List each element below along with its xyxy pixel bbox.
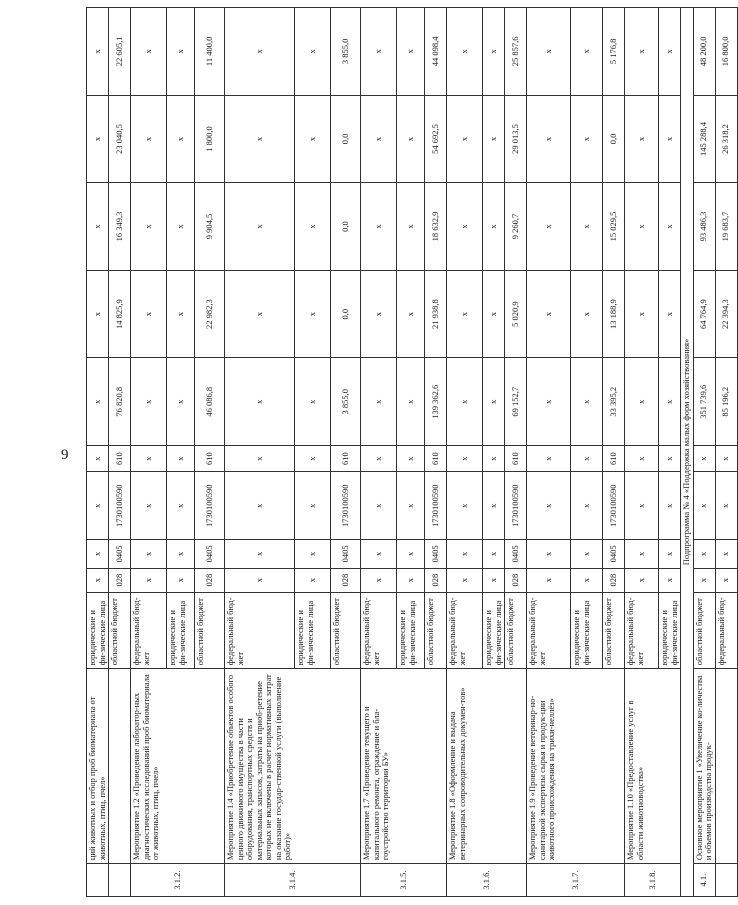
page-number: 9 xyxy=(61,447,69,463)
funding-source-cell: федеральный бюд- xyxy=(715,592,737,669)
table-row xyxy=(447,8,483,897)
value-cell: x xyxy=(527,95,571,183)
rotated-page-content xyxy=(82,0,731,905)
value-cell: x xyxy=(361,472,397,540)
value-cell: x xyxy=(571,445,603,471)
value-cell: 69 152,7 xyxy=(505,358,527,446)
funding-source-cell: юридические и фи-зические лица xyxy=(397,592,425,669)
value-cell: 13 188,9 xyxy=(603,270,625,358)
row-number-cell: 4.1. xyxy=(693,864,715,897)
value-cell: 22 605,1 xyxy=(109,8,131,96)
value-cell: 610 xyxy=(425,445,447,471)
value-cell: x xyxy=(659,358,681,446)
value-cell: x xyxy=(131,95,167,183)
value-cell: 9 904,5 xyxy=(195,183,225,271)
value-cell: x xyxy=(167,568,195,592)
value-cell: x xyxy=(447,568,483,592)
value-cell: x xyxy=(659,568,681,592)
value-cell: 25 857,6 xyxy=(505,8,527,96)
value-cell: x xyxy=(87,270,109,358)
value-cell: 145 288,4 xyxy=(693,95,715,183)
row-number-cell xyxy=(715,864,737,897)
value-cell: x xyxy=(397,183,425,271)
value-cell: 11 400,0 xyxy=(195,8,225,96)
value-cell: x xyxy=(225,270,295,358)
subprogram-row xyxy=(681,8,694,897)
value-cell: x xyxy=(483,540,505,568)
value-cell: x xyxy=(397,358,425,446)
value-cell: x xyxy=(447,8,483,96)
table-row xyxy=(131,8,167,897)
value-cell: 028 xyxy=(331,568,361,592)
funding-source-cell: областной бюджет xyxy=(331,592,361,669)
value-cell: x xyxy=(659,183,681,271)
value-cell: x xyxy=(397,270,425,358)
funding-source-cell: областной бюджет xyxy=(109,592,131,669)
value-cell: 610 xyxy=(505,445,527,471)
funding-source-cell: юридические и фи-зические лица xyxy=(483,592,505,669)
funding-source-cell: юридические и фи-зические лица xyxy=(295,592,331,669)
value-cell: 21 938,8 xyxy=(425,270,447,358)
value-cell: x xyxy=(167,445,195,471)
value-cell: x xyxy=(361,540,397,568)
value-cell: x xyxy=(131,445,167,471)
table-row xyxy=(225,8,295,897)
value-cell: 1730100590 xyxy=(109,472,131,540)
value-cell: 5 020,9 xyxy=(505,270,527,358)
value-cell: x xyxy=(225,568,295,592)
value-cell: 1730100590 xyxy=(425,472,447,540)
measure-name-cell: Мероприятие 1.9 «Проведение ветеринар-но-санитарной экспертизы сырья и продук-ции животного происхождения на трихи-неллёз» xyxy=(527,669,625,864)
value-cell: 48 200,0 xyxy=(693,8,715,96)
value-cell: x xyxy=(225,540,295,568)
row-number-cell: 3.1.6. xyxy=(447,864,527,897)
value-cell: x xyxy=(571,568,603,592)
funding-source-cell: областной бюджет xyxy=(195,592,225,669)
funding-source-cell: областной бюджет xyxy=(693,592,715,669)
value-cell: 16 800,0 xyxy=(715,8,737,96)
value-cell: x xyxy=(361,358,397,446)
value-cell: 22 394,3 xyxy=(715,270,737,358)
value-cell: x xyxy=(167,95,195,183)
measure-name-cell: ций животных и отбор проб биоматериала от животных, птиц, пчел» xyxy=(87,669,109,864)
value-cell: x xyxy=(295,270,331,358)
value-cell: 0,0 xyxy=(331,183,361,271)
value-cell: x xyxy=(167,270,195,358)
value-cell: 22 982,3 xyxy=(195,270,225,358)
funding-source-cell: федеральный бюд-жет xyxy=(361,592,397,669)
value-cell: x xyxy=(131,8,167,96)
value-cell: x xyxy=(527,183,571,271)
value-cell: x xyxy=(295,183,331,271)
measure-name-cell: Мероприятие 1.10 «Предоставление услуг в области животноводства» xyxy=(625,669,681,864)
row-number-cell xyxy=(87,864,109,897)
value-cell: x xyxy=(397,445,425,471)
value-cell: 14 825,9 xyxy=(109,270,131,358)
table-row xyxy=(625,8,659,897)
table-row xyxy=(361,8,397,897)
value-cell: x xyxy=(131,183,167,271)
measure-name-cell: Мероприятие 1.2 «Проведение лаборатор-ных диагностических исследований проб биоматериала от животных, птиц, пчел» xyxy=(131,669,225,864)
value-cell: x xyxy=(483,8,505,96)
value-cell: x xyxy=(87,568,109,592)
table-row xyxy=(715,8,737,897)
value-cell: 0405 xyxy=(195,540,225,568)
value-cell: x xyxy=(483,270,505,358)
value-cell: x xyxy=(167,540,195,568)
value-cell: x xyxy=(167,8,195,96)
value-cell: x xyxy=(625,445,659,471)
value-cell: 3 855,0 xyxy=(331,8,361,96)
value-cell: x xyxy=(295,540,331,568)
value-cell: 028 xyxy=(109,568,131,592)
value-cell: x xyxy=(397,568,425,592)
value-cell: 610 xyxy=(195,445,225,471)
funding-source-cell: юридические и фи-зические лица xyxy=(571,592,603,669)
value-cell: 26 318,2 xyxy=(715,95,737,183)
table-row xyxy=(109,8,131,897)
value-cell: 46 086,8 xyxy=(195,358,225,446)
value-cell: x xyxy=(447,540,483,568)
value-cell: x xyxy=(87,358,109,446)
row-number-cell: 3.1.5. xyxy=(361,864,447,897)
funding-source-cell: юридические и фи-зические лица xyxy=(167,592,195,669)
value-cell: x xyxy=(625,270,659,358)
funding-source-cell: областной бюджет xyxy=(603,592,625,669)
value-cell: x xyxy=(397,8,425,96)
value-cell: 18 632,9 xyxy=(425,183,447,271)
value-cell: 0,0 xyxy=(331,95,361,183)
value-cell: x xyxy=(225,472,295,540)
funding-source-cell: федеральный бюд-жет xyxy=(625,592,659,669)
value-cell: x xyxy=(447,472,483,540)
value-cell: x xyxy=(87,540,109,568)
value-cell: 9 260,7 xyxy=(505,183,527,271)
value-cell: 0405 xyxy=(331,540,361,568)
value-cell: x xyxy=(87,95,109,183)
value-cell: x xyxy=(625,358,659,446)
value-cell: x xyxy=(527,8,571,96)
value-cell: 351 739,6 xyxy=(693,358,715,446)
value-cell: 19 683,7 xyxy=(715,183,737,271)
measure-name-cell: Мероприятие 1.4 «Приобретение объектов особого ценного движимого имущества в части оборудования, транспортных средств и материальных запасов, затраты на приоб-ретение которых не включены в расчет нормативных затрат на оказание государ-ственной услуги (выполнение работ)» xyxy=(225,669,361,864)
table-row xyxy=(693,8,715,897)
value-cell: x xyxy=(483,95,505,183)
row-number-cell: 3.1.8. xyxy=(625,864,681,897)
value-cell: x xyxy=(361,95,397,183)
measure-name-cell: Мероприятие 1.7 «Проведение текущего и капитального ремонта, ограждение и бла-гоустройство территории БУ» xyxy=(361,669,447,864)
value-cell: x xyxy=(447,445,483,471)
budget-table xyxy=(86,7,738,897)
value-cell: x xyxy=(527,568,571,592)
table-row xyxy=(87,8,109,897)
value-cell: 85 196,2 xyxy=(715,358,737,446)
value-cell: x xyxy=(131,540,167,568)
subprogram-title: Подпрограмма № 4 «Поддержка малых форм хозяйствования» xyxy=(681,8,694,897)
value-cell: x xyxy=(295,358,331,446)
value-cell: x xyxy=(571,472,603,540)
value-cell: x xyxy=(625,472,659,540)
value-cell: x xyxy=(571,95,603,183)
value-cell: x xyxy=(397,472,425,540)
value-cell: 64 764,9 xyxy=(693,270,715,358)
value-cell: x xyxy=(571,358,603,446)
row-number-cell: 3.1.2. xyxy=(131,864,225,897)
value-cell: x xyxy=(131,270,167,358)
value-cell: x xyxy=(527,472,571,540)
value-cell: x xyxy=(361,568,397,592)
value-cell: 0,0 xyxy=(331,270,361,358)
value-cell: x xyxy=(225,8,295,96)
value-cell: 0405 xyxy=(603,540,625,568)
value-cell: x xyxy=(659,8,681,96)
value-cell: x xyxy=(625,540,659,568)
value-cell: 139 362,6 xyxy=(425,358,447,446)
value-cell: 1730100590 xyxy=(331,472,361,540)
row-number-cell: 3.1.4. xyxy=(225,864,361,897)
funding-source-cell: юридические и фи-зические лица xyxy=(659,592,681,669)
funding-source-cell: федеральный бюд-жет xyxy=(447,592,483,669)
value-cell: x xyxy=(295,8,331,96)
value-cell: x xyxy=(659,540,681,568)
value-cell: 93 486,3 xyxy=(693,183,715,271)
value-cell: x xyxy=(87,8,109,96)
value-cell: x xyxy=(225,183,295,271)
value-cell: x xyxy=(693,445,715,471)
value-cell: x xyxy=(659,95,681,183)
value-cell: 028 xyxy=(425,568,447,592)
value-cell: x xyxy=(397,95,425,183)
value-cell: x xyxy=(447,95,483,183)
row-number-cell xyxy=(109,864,131,897)
value-cell: x xyxy=(167,358,195,446)
value-cell: x xyxy=(527,540,571,568)
value-cell: x xyxy=(361,445,397,471)
funding-source-cell: федеральный бюд-жет xyxy=(527,592,571,669)
value-cell: x xyxy=(527,270,571,358)
value-cell: 1730100590 xyxy=(603,472,625,540)
value-cell: x xyxy=(131,568,167,592)
value-cell: x xyxy=(361,8,397,96)
value-cell: x xyxy=(625,183,659,271)
measure-name-cell: Мероприятие 1.8 «Оформление и выдача ветеринарных сопроводительных докумен-тов» xyxy=(447,669,527,864)
value-cell: 610 xyxy=(603,445,625,471)
value-cell: x xyxy=(483,358,505,446)
measure-name-cell xyxy=(715,669,737,864)
value-cell: x xyxy=(225,358,295,446)
funding-source-cell: федеральный бюд-жет xyxy=(225,592,295,669)
value-cell: x xyxy=(715,568,737,592)
value-cell: 610 xyxy=(331,445,361,471)
value-cell: x xyxy=(659,472,681,540)
value-cell: x xyxy=(693,568,715,592)
value-cell: x xyxy=(571,8,603,96)
value-cell: 16 349,3 xyxy=(109,183,131,271)
value-cell: 0,0 xyxy=(603,95,625,183)
value-cell: x xyxy=(397,540,425,568)
value-cell: 0405 xyxy=(505,540,527,568)
value-cell: x xyxy=(483,183,505,271)
value-cell: x xyxy=(167,183,195,271)
value-cell: x xyxy=(483,472,505,540)
funding-source-cell: федеральный бюд-жет xyxy=(131,592,167,669)
value-cell: 3 855,0 xyxy=(331,358,361,446)
value-cell: x xyxy=(361,183,397,271)
value-cell: x xyxy=(715,540,737,568)
value-cell: x xyxy=(625,568,659,592)
value-cell: 610 xyxy=(109,445,131,471)
value-cell: x xyxy=(361,270,397,358)
funding-source-cell: юридические и фи-зические лица xyxy=(87,592,109,669)
value-cell: x xyxy=(715,472,737,540)
value-cell: x xyxy=(447,358,483,446)
row-number-cell: 3.1.7. xyxy=(527,864,625,897)
table-row xyxy=(527,8,571,897)
value-cell: x xyxy=(447,183,483,271)
value-cell: x xyxy=(87,183,109,271)
value-cell: 028 xyxy=(603,568,625,592)
value-cell: 0405 xyxy=(109,540,131,568)
value-cell: 028 xyxy=(195,568,225,592)
value-cell: 76 820,8 xyxy=(109,358,131,446)
value-cell: 1730100590 xyxy=(505,472,527,540)
value-cell: x xyxy=(659,445,681,471)
value-cell: x xyxy=(295,445,331,471)
value-cell: 23 040,5 xyxy=(109,95,131,183)
value-cell: x xyxy=(571,540,603,568)
value-cell: x xyxy=(225,95,295,183)
value-cell: 44 098,4 xyxy=(425,8,447,96)
value-cell: 5 176,8 xyxy=(603,8,625,96)
value-cell: x xyxy=(295,95,331,183)
value-cell: 1 800,0 xyxy=(195,95,225,183)
value-cell: x xyxy=(225,445,295,471)
value-cell: x xyxy=(625,8,659,96)
value-cell: x xyxy=(295,568,331,592)
value-cell: x xyxy=(483,568,505,592)
value-cell: x xyxy=(693,540,715,568)
value-cell: x xyxy=(167,472,195,540)
value-cell: x xyxy=(131,358,167,446)
value-cell: x xyxy=(87,472,109,540)
value-cell: x xyxy=(693,472,715,540)
value-cell: x xyxy=(715,445,737,471)
value-cell: x xyxy=(295,472,331,540)
value-cell: x xyxy=(527,445,571,471)
value-cell: x xyxy=(87,445,109,471)
value-cell: 028 xyxy=(505,568,527,592)
value-cell: x xyxy=(571,183,603,271)
value-cell: 29 013,5 xyxy=(505,95,527,183)
value-cell: x xyxy=(571,270,603,358)
value-cell: 0405 xyxy=(425,540,447,568)
measure-name-cell xyxy=(109,669,131,864)
value-cell: 54 692,5 xyxy=(425,95,447,183)
value-cell: x xyxy=(527,358,571,446)
value-cell: x xyxy=(659,270,681,358)
value-cell: 1730100590 xyxy=(195,472,225,540)
value-cell: x xyxy=(447,270,483,358)
funding-source-cell: областной бюджет xyxy=(425,592,447,669)
value-cell: 33 395,2 xyxy=(603,358,625,446)
value-cell: x xyxy=(483,445,505,471)
value-cell: x xyxy=(625,95,659,183)
measure-name-cell: Основное мероприятие 1 «Увеличение ко-личества и объемов производства продук- xyxy=(693,669,715,864)
value-cell: 15 029,5 xyxy=(603,183,625,271)
funding-source-cell: областной бюджет xyxy=(505,592,527,669)
value-cell: x xyxy=(131,472,167,540)
